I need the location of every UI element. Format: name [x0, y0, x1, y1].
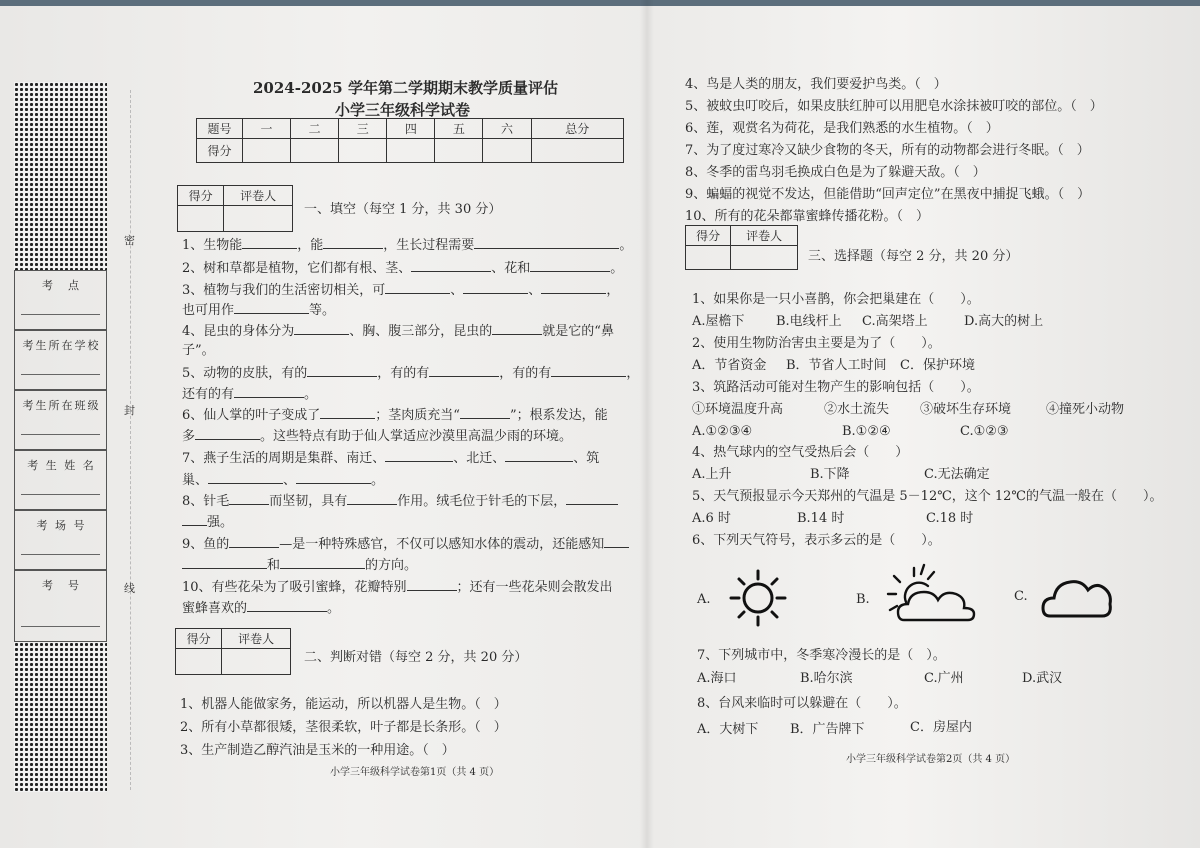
background-edge	[0, 0, 1200, 6]
grader-reviewer-label: 评卷人	[224, 186, 293, 206]
answer-blank[interactable]	[474, 234, 619, 249]
score-table	[196, 118, 624, 163]
score-box[interactable]	[531, 139, 623, 163]
score-box[interactable]	[483, 139, 531, 163]
reviewer-box[interactable]	[224, 206, 293, 232]
answer-blank[interactable]	[411, 257, 491, 272]
choice-option[interactable]: A.	[697, 592, 711, 607]
score-table-cell: 四	[387, 119, 435, 139]
answer-blank[interactable]	[407, 576, 457, 591]
answer-blank[interactable]	[182, 554, 267, 569]
score-table-cell: 题号	[197, 119, 243, 139]
score-box[interactable]	[243, 139, 291, 163]
fill-question-10-cont: 蜜蜂喜欢的 。	[182, 597, 340, 619]
choice-option[interactable]: C．保护环境	[900, 358, 975, 373]
choice-option[interactable]: C.广州	[924, 671, 964, 686]
answer-blank[interactable]	[234, 299, 309, 314]
seal-line	[130, 90, 132, 790]
fill-question-6: 6、仙人掌的叶子变成了 ；茎肉质充当“ ”；根系发达，能	[182, 404, 608, 426]
answer-blank[interactable]	[530, 257, 610, 272]
judge-question[interactable]: 6、莲，观赏名为荷花，是我们熟悉的水生植物。（ ）	[685, 121, 999, 136]
fill-question-7-cont: 巢、 、 。	[182, 469, 384, 491]
binding-pattern-top	[14, 82, 107, 270]
fill-question-10: 10、有些花朵为了吸引蜜蜂，花瓣特别 ；还有一些花朵则会散发出	[182, 576, 613, 598]
answer-blank[interactable]	[294, 320, 349, 335]
fill-question-2: 2、树和草都是植物，它们都有根、茎、 、花和 。	[182, 257, 623, 279]
answer-blank[interactable]	[429, 362, 499, 377]
answer-blank[interactable]	[385, 279, 450, 294]
grader-box-3	[685, 225, 798, 270]
grader-score-label: 得分	[176, 629, 222, 649]
score-box[interactable]	[176, 649, 222, 675]
grader-score-label: 得分	[178, 186, 224, 206]
choice-option[interactable]: C．房屋内	[910, 720, 972, 735]
answer-blank[interactable]	[280, 554, 365, 569]
fill-question-8: 8、针毛 而坚韧，具有 作用。绒毛位于针毛的下层，	[182, 490, 618, 512]
binding-pattern-bottom	[14, 642, 107, 792]
answer-blank[interactable]	[566, 490, 618, 505]
answer-blank[interactable]	[242, 234, 297, 249]
field-school: 考生所在学校	[14, 330, 107, 390]
fill-question-5-cont: 还有的有 。	[182, 383, 317, 405]
choice-question-4: 4、热气球内的空气受热后会（ ）	[692, 445, 909, 460]
judge-question[interactable]: 2、所有小草都很矮，茎很柔软，叶子都是长条形。（ ）	[180, 720, 507, 735]
choice-question-3: 3、筑路活动可能对生物产生的影响包括（ ）。	[692, 380, 980, 395]
score-box[interactable]	[339, 139, 387, 163]
reviewer-box[interactable]	[222, 649, 291, 675]
choice-option[interactable]: B．节省人工时间	[786, 358, 887, 373]
choice-option[interactable]: A.①②③④	[692, 424, 753, 439]
judge-question[interactable]: 10、所有的花朵都靠蜜蜂传播花粉。（ ）	[685, 209, 930, 224]
choice-option[interactable]: A．节省资金	[692, 358, 767, 373]
judge-question[interactable]: 4、鸟是人类的朋友，我们要爱护鸟类。（ ）	[685, 77, 947, 92]
seal-char-feng: 封	[124, 404, 135, 417]
reviewer-box[interactable]	[731, 246, 798, 270]
exam-subtitle: 小学三年级科学试卷	[335, 101, 471, 119]
score-box[interactable]	[435, 139, 483, 163]
answer-blank[interactable]	[492, 320, 542, 335]
fill-question-9: 9、鱼的 —是一种特殊感官，不仅可以感知水体的震动，还能感知	[182, 533, 629, 555]
section1-heading: 一、填空（每空 1 分，共 30 分）	[304, 202, 502, 217]
answer-blank[interactable]	[385, 447, 453, 462]
fill-question-7: 7、燕子生活的周期是集群、南迁、 、北迁、 、筑	[182, 447, 599, 469]
field-exam-number: 考 号	[14, 570, 107, 642]
choice-option[interactable]: B.①②④	[842, 424, 891, 439]
choice-option[interactable]: A.海口	[697, 671, 737, 686]
choice-question-6: 6、下列天气符号，表示多云的是（ ）。	[692, 533, 941, 548]
fill-question-6-cont: 多 。这些特点有助于仙人掌适应沙漠里高温少雨的环境。	[182, 425, 572, 447]
choice-statement: ②水土流失	[824, 402, 890, 417]
section3-heading: 三、选择题（每空 2 分，共 20 分）	[808, 249, 1019, 264]
score-box[interactable]	[387, 139, 435, 163]
answer-blank[interactable]	[195, 425, 260, 440]
choice-question-8: 8、台风来临时可以躲避在（ ）。	[697, 696, 907, 711]
choice-option[interactable]: A．大树下	[697, 722, 759, 737]
score-box[interactable]	[686, 246, 731, 270]
sun-icon[interactable]	[728, 568, 788, 628]
choice-option[interactable]: C.	[1014, 589, 1028, 604]
exam-title: 2024-2025 学年第二学期期末教学质量评估	[253, 79, 558, 97]
choice-option[interactable]: B.电线杆上	[776, 314, 842, 329]
score-table-cell: 三	[339, 119, 387, 139]
choice-statement: ③破坏生存环境	[920, 402, 1012, 417]
fill-question-1: 1、生物能 ，能 ，生长过程需要 。	[182, 234, 632, 256]
fill-question-3: 3、植物与我们的生活密切相关，可 、 、 ，	[182, 279, 619, 301]
sun-behind-cloud-icon[interactable]	[884, 562, 980, 626]
section2-heading: 二、判断对错（每空 2 分，共 20 分）	[304, 650, 528, 665]
judge-question[interactable]: 5、被蚊虫叮咬后，如果皮肤红肿可以用肥皂水涂抹被叮咬的部位。（ ）	[685, 99, 1103, 114]
score-box[interactable]	[291, 139, 339, 163]
choice-question-1: 1、如果你是一只小喜鹊，你会把巢建在（ ）。	[692, 292, 980, 307]
answer-blank[interactable]	[551, 362, 626, 377]
choice-option[interactable]: B．广告牌下	[790, 722, 865, 737]
judge-question[interactable]: 1、机器人能做家务，能运动，所以机器人是生物。（ ）	[180, 697, 507, 712]
score-table-cell: 六	[483, 119, 531, 139]
grader-reviewer-label: 评卷人	[222, 629, 291, 649]
score-box[interactable]	[178, 206, 224, 232]
fill-question-4: 4、昆虫的身体分为 、胸、腹三部分，昆虫的 就是它的“鼻	[182, 320, 614, 342]
page-footer-2: 小学三年级科学试卷第2页（共 4 页）	[846, 754, 1016, 765]
choice-option[interactable]: B.14 时	[797, 511, 845, 526]
answer-blank[interactable]	[505, 447, 573, 462]
choice-statement: ①环境温度升高	[692, 402, 784, 417]
choice-option[interactable]: A.屋檐下	[692, 314, 745, 329]
choice-question-7: 7、下列城市中，冬季寒冷漫长的是（ ）。	[697, 648, 946, 663]
answer-blank[interactable]	[182, 511, 207, 526]
fill-question-8-cont: 强。	[182, 511, 233, 533]
cloud-icon[interactable]	[1040, 572, 1114, 622]
answer-blank[interactable]	[460, 404, 510, 419]
binding-strip	[14, 82, 107, 792]
choice-option[interactable]: C.18 时	[926, 511, 974, 526]
answer-blank[interactable]	[234, 383, 304, 398]
fill-question-9-cont: 和 的方向。	[182, 554, 417, 576]
choice-option[interactable]: C.①②③	[960, 424, 1009, 439]
choice-option[interactable]: A.6 时	[692, 511, 731, 526]
grader-score-label: 得分	[686, 226, 731, 246]
score-table-cell: 一	[243, 119, 291, 139]
fill-question-3-cont: 也可用作 等。	[182, 299, 335, 321]
score-table-cell: 二	[291, 119, 339, 139]
answer-blank[interactable]	[463, 279, 528, 294]
grader-box-2	[175, 628, 291, 675]
answer-blank[interactable]	[307, 362, 377, 377]
seal-char-mi: 密	[124, 234, 135, 247]
choice-option[interactable]: B.	[856, 592, 870, 607]
choice-option[interactable]: A.上升	[692, 467, 732, 482]
field-class: 考生所在班级	[14, 390, 107, 450]
answer-blank[interactable]	[247, 597, 327, 612]
choice-option[interactable]: C.高架塔上	[862, 314, 928, 329]
answer-blank[interactable]	[229, 533, 279, 548]
answer-blank[interactable]	[541, 279, 606, 294]
page-footer-1: 小学三年级科学试卷第1页（共 4 页）	[330, 767, 500, 778]
field-name: 考 生 姓 名	[14, 450, 107, 510]
choice-option[interactable]: B.哈尔滨	[800, 671, 853, 686]
fill-question-4-cont: 子”。	[182, 343, 215, 358]
answer-blank[interactable]	[323, 234, 383, 249]
judge-question[interactable]: 8、冬季的雷鸟羽毛换成白色是为了躲避天敌。（ ）	[685, 165, 986, 180]
judge-question[interactable]: 3、生产制造乙醇汽油是玉米的一种用途。（ ）	[180, 743, 455, 758]
choice-option[interactable]: C.无法确定	[924, 467, 990, 482]
choice-option[interactable]: D.武汉	[1022, 671, 1063, 686]
choice-question-2: 2、使用生物防治害虫主要是为了（ ）。	[692, 336, 941, 351]
choice-option[interactable]: D.高大的树上	[964, 314, 1044, 329]
score-table-cell: 得分	[197, 139, 243, 163]
field-room: 考 场 号	[14, 510, 107, 570]
judge-question[interactable]: 7、为了度过寒冷又缺少食物的冬天，所有的动物都会进行冬眠。（ ）	[685, 143, 1090, 158]
answer-blank[interactable]	[229, 490, 269, 505]
answer-blank[interactable]	[604, 533, 629, 548]
choice-option[interactable]: B.下降	[810, 467, 850, 482]
field-exam-site: 考 点	[14, 270, 107, 330]
answer-blank[interactable]	[347, 490, 397, 505]
choice-question-5: 5、天气预报显示今天郑州的气温是 5－12℃，这个 12℃的气温一般在（ ）。	[692, 489, 1163, 504]
grader-box-1	[177, 185, 293, 232]
score-table-cell: 五	[435, 119, 483, 139]
seal-char-xian: 线	[124, 582, 135, 595]
choice-statement: ④撞死小动物	[1046, 402, 1125, 417]
answer-blank[interactable]	[208, 469, 283, 484]
answer-blank[interactable]	[320, 404, 375, 419]
fill-question-5: 5、动物的皮肤，有的 ，有的有 ，有的有 ，	[182, 362, 639, 384]
grader-reviewer-label: 评卷人	[731, 226, 798, 246]
judge-question[interactable]: 9、蝙蝠的视觉不发达，但能借助“回声定位”在黑夜中捕捉飞蛾。（ ）	[685, 187, 1091, 202]
answer-blank[interactable]	[296, 469, 371, 484]
page-fold	[640, 0, 654, 848]
score-table-cell: 总分	[531, 119, 623, 139]
